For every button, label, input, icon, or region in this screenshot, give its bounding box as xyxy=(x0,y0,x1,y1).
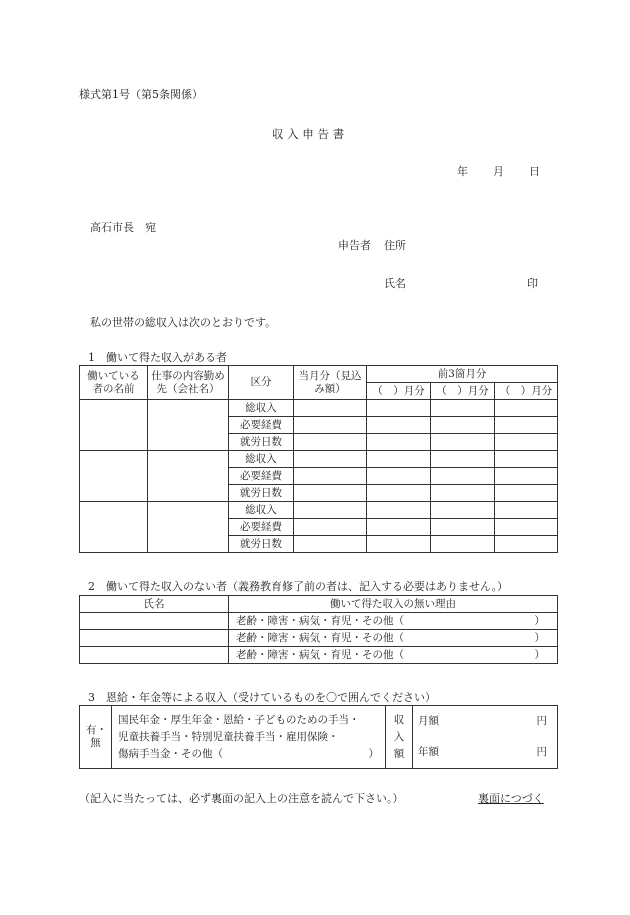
month3-cell[interactable] xyxy=(495,485,558,502)
reason-cell[interactable]: 老齢・障害・病気・育児・その他（ ） xyxy=(229,613,558,630)
earned-income-table xyxy=(79,365,558,553)
month3-cell[interactable] xyxy=(495,519,558,536)
monthly-amount-cell[interactable]: 月額 円 xyxy=(413,706,558,738)
current-cell[interactable] xyxy=(294,434,367,451)
continue-on-back-note: 裏面につづく xyxy=(478,792,544,805)
date-month-label: 月 xyxy=(493,165,504,178)
month2-cell[interactable] xyxy=(431,434,495,451)
applicant-label: 申告者 xyxy=(338,239,371,252)
reason-header: 働いて得た収入の無い理由 xyxy=(229,596,558,613)
name-header: 氏名 xyxy=(80,596,229,613)
row-label-expenses: 必要経費 xyxy=(229,468,294,485)
section2-heading: 2 働いて得た収入のない者（義務教育修了前の者は、記入する必要はありません。） xyxy=(88,580,509,593)
month3-cell[interactable] xyxy=(495,468,558,485)
month1-cell[interactable] xyxy=(367,485,431,502)
income-amount-label: 収入額 xyxy=(386,706,413,769)
worker-name-header: 働いている者の名前 xyxy=(80,366,148,400)
person-name-cell[interactable] xyxy=(80,613,229,630)
row-label-total-income: 総収入 xyxy=(229,502,294,519)
month2-cell[interactable] xyxy=(431,536,495,553)
month2-cell[interactable] xyxy=(431,502,495,519)
current-cell[interactable] xyxy=(294,400,367,417)
address-label: 住所 xyxy=(384,239,406,252)
month3-cell[interactable] xyxy=(495,434,558,451)
section1-heading: 1 働いて得た収入がある者 xyxy=(88,351,227,364)
reason-cell[interactable]: 老齢・障害・病気・育児・その他（ ） xyxy=(229,630,558,647)
footer-note: （記入に当たっては、必ず裏面の記入上の注意を読んで下さい。） xyxy=(79,792,404,805)
date-year-label: 年 xyxy=(457,165,468,178)
worker-name-cell[interactable] xyxy=(80,502,148,553)
intro-text: 私の世帯の総収入は次のとおりです。 xyxy=(90,316,277,329)
row-label-working-days: 就労日数 xyxy=(229,434,294,451)
seal-label: 印 xyxy=(527,277,538,290)
job-header: 仕事の内容勤め先（会社名） xyxy=(148,366,229,400)
previous-months-header: 前3箇月分 xyxy=(367,366,558,383)
month1-cell[interactable] xyxy=(367,536,431,553)
addressee: 高石市長 宛 xyxy=(90,221,156,234)
current-cell[interactable] xyxy=(294,468,367,485)
row-label-working-days: 就労日数 xyxy=(229,485,294,502)
month1-cell[interactable] xyxy=(367,434,431,451)
month2-cell[interactable] xyxy=(431,468,495,485)
month2-cell[interactable] xyxy=(431,400,495,417)
month1-cell[interactable] xyxy=(367,451,431,468)
current-cell[interactable] xyxy=(294,502,367,519)
month3-cell[interactable] xyxy=(495,417,558,434)
row-label-total-income: 総収入 xyxy=(229,451,294,468)
month3-header: （ ）月分 xyxy=(495,383,558,400)
person-name-cell[interactable] xyxy=(80,630,229,647)
job-cell[interactable] xyxy=(148,451,229,502)
row-label-expenses: 必要経費 xyxy=(229,417,294,434)
row-label-working-days: 就労日数 xyxy=(229,536,294,553)
annual-amount-cell[interactable]: 年額 円 xyxy=(413,737,558,769)
month1-cell[interactable] xyxy=(367,502,431,519)
month1-cell[interactable] xyxy=(367,519,431,536)
current-cell[interactable] xyxy=(294,536,367,553)
reason-cell[interactable]: 老齢・障害・病気・育児・その他（ ） xyxy=(229,647,558,664)
worker-name-cell[interactable] xyxy=(80,400,148,451)
page-title: 収 入 申 告 書 xyxy=(272,127,345,141)
month1-cell[interactable] xyxy=(367,417,431,434)
yes-no-cell[interactable]: 有・無 xyxy=(80,706,112,769)
month3-cell[interactable] xyxy=(495,400,558,417)
pension-types-cell[interactable]: 国民年金・厚生年金・恩給・子どものための手当・ 児童扶養手当・特別児童扶養手当・雇用保険・ 傷病手当金・その他（ ） xyxy=(112,706,386,769)
worker-name-cell[interactable] xyxy=(80,451,148,502)
category-header: 区分 xyxy=(229,366,294,400)
month1-cell[interactable] xyxy=(367,400,431,417)
current-cell[interactable] xyxy=(294,485,367,502)
no-income-table xyxy=(79,595,558,664)
month2-cell[interactable] xyxy=(431,417,495,434)
month2-cell[interactable] xyxy=(431,451,495,468)
name-label: 氏名 xyxy=(384,277,406,290)
current-cell[interactable] xyxy=(294,417,367,434)
current-cell[interactable] xyxy=(294,451,367,468)
date-day-label: 日 xyxy=(529,165,540,178)
current-month-header: 当月分（見込み額） xyxy=(294,366,367,400)
pension-table xyxy=(79,705,558,769)
job-cell[interactable] xyxy=(148,400,229,451)
month3-cell[interactable] xyxy=(495,536,558,553)
job-cell[interactable] xyxy=(148,502,229,553)
month3-cell[interactable] xyxy=(495,451,558,468)
month1-cell[interactable] xyxy=(367,468,431,485)
month3-cell[interactable] xyxy=(495,502,558,519)
person-name-cell[interactable] xyxy=(80,647,229,664)
row-label-expenses: 必要経費 xyxy=(229,519,294,536)
current-cell[interactable] xyxy=(294,519,367,536)
month2-header: （ ）月分 xyxy=(431,383,495,400)
month2-cell[interactable] xyxy=(431,485,495,502)
row-label-total-income: 総収入 xyxy=(229,400,294,417)
month2-cell[interactable] xyxy=(431,519,495,536)
section3-heading: 3 恩給・年金等による収入（受けているものを〇で囲んでください） xyxy=(88,691,436,704)
form-reference: 様式第1号（第5条関係） xyxy=(79,88,203,101)
month1-header: （ ）月分 xyxy=(367,383,431,400)
